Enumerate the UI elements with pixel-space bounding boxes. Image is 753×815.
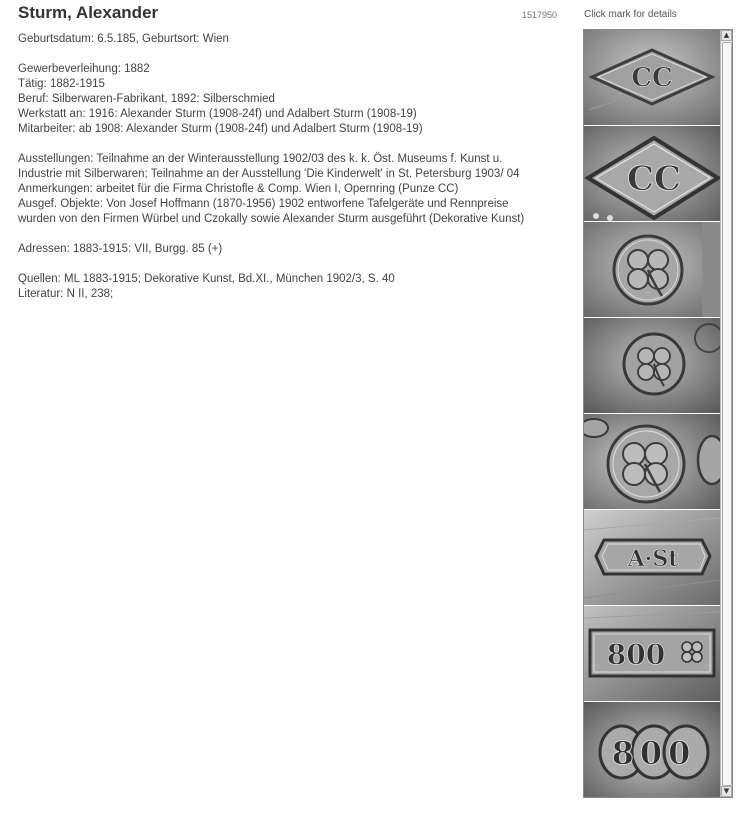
page-title: Sturm, Alexander bbox=[18, 3, 159, 22]
a-st-mark-icon bbox=[584, 510, 720, 605]
svg-text:800: 800 bbox=[606, 638, 666, 671]
exhibitions-info: Ausstellungen: Teilnahme an der Winterausstellung 1902/03 des k. k. Öst. Museums f. Kunst u. bbox=[18, 153, 503, 165]
spacer bbox=[18, 47, 573, 62]
mark-thumbnail-clover[interactable] bbox=[584, 222, 720, 318]
remarks-info: Anmerkungen: arbeitet für die Firma Christofle & Comp. Wien I, Opernring (Punze CC) bbox=[18, 183, 459, 195]
mark-thumbnail-cc-lozenge[interactable] bbox=[584, 30, 720, 126]
marks-list bbox=[584, 30, 720, 797]
silver-800-mark-icon bbox=[584, 702, 720, 797]
scrollbar-thumb[interactable] bbox=[722, 42, 732, 786]
birth-info: Geburtsdatum: 6.5.185, Geburtsort: Wien bbox=[18, 33, 229, 45]
svg-text:CC: CC bbox=[626, 159, 682, 199]
mark-thumbnail-a-st[interactable] bbox=[584, 510, 720, 606]
mark-thumbnail-clover-large[interactable] bbox=[584, 414, 720, 510]
mark-thumbnail-cc-lozenge-detail[interactable] bbox=[584, 126, 720, 222]
objects-info: Ausgef. Objekte: Von Josef Hoffmann (1870-1956) 1902 entworfene Tafelgeräte und Rennpreise bbox=[18, 198, 509, 210]
record-id: 1517950 bbox=[522, 10, 558, 20]
svg-text:A·St: A·St bbox=[627, 546, 679, 572]
mark-thumbnail-clover-small[interactable] bbox=[584, 318, 720, 414]
clover-mark-icon bbox=[584, 318, 720, 413]
clover-mark-icon bbox=[584, 414, 720, 509]
scroll-up-icon[interactable]: ▲ bbox=[721, 30, 732, 41]
mark-thumbnail-800[interactable] bbox=[584, 606, 720, 702]
profession-info: Beruf: Silberwaren-Fabrikant, 1892: Silberschmied bbox=[18, 93, 275, 105]
spacer bbox=[18, 137, 573, 152]
biography-details bbox=[18, 32, 573, 302]
active-info: Tätig: 1882-1915 bbox=[18, 78, 105, 90]
marks-panel bbox=[583, 29, 733, 798]
sources-info: Quellen: ML 1883-1915; Dekorative Kunst, Bd.XI., München 1902/3, S. 40 bbox=[18, 273, 395, 285]
mark-thumbnail-800-oval[interactable] bbox=[584, 702, 720, 797]
addresses-info: Adressen: 1883-1915: VII, Burgg. 85 (+) bbox=[18, 243, 223, 255]
cc-lozenge-mark-icon bbox=[584, 126, 720, 221]
literature-info: Literatur: N II, 238; bbox=[18, 288, 114, 300]
cc-lozenge-mark-icon bbox=[584, 30, 720, 125]
silver-800-mark-icon bbox=[584, 606, 720, 701]
license-info: Gewerbeverleihung: 1882 bbox=[18, 63, 150, 75]
staff-info: Mitarbeiter: ab 1908: Alexander Sturm (1908-24f) und Adalbert Sturm (1908-19) bbox=[18, 123, 423, 135]
spacer bbox=[18, 227, 573, 242]
objects-info-continued: wurden von den Firmen Würbel und Czokally sowie Alexander Sturm ausgeführt (Dekorative Kunst) bbox=[18, 213, 525, 225]
marks-hint: Click mark for details bbox=[584, 9, 677, 20]
spacer bbox=[18, 257, 573, 272]
workshop-info: Werkstatt an: 1916: Alexander Sturm (1908-24f) und Adalbert Sturm (1908-19) bbox=[18, 108, 417, 120]
scroll-down-icon[interactable]: ▼ bbox=[721, 786, 732, 797]
marks-scrollbar[interactable] bbox=[720, 30, 732, 797]
svg-text:800: 800 bbox=[611, 734, 697, 772]
svg-text:CC: CC bbox=[631, 63, 673, 93]
clover-mark-icon bbox=[584, 222, 720, 317]
exhibitions-info-continued: Industrie mit Silberwaren; Teilnahme an der Ausstellung 'Die Kinderwelt' in St. Petersburg 1903/ 04 bbox=[18, 168, 520, 180]
